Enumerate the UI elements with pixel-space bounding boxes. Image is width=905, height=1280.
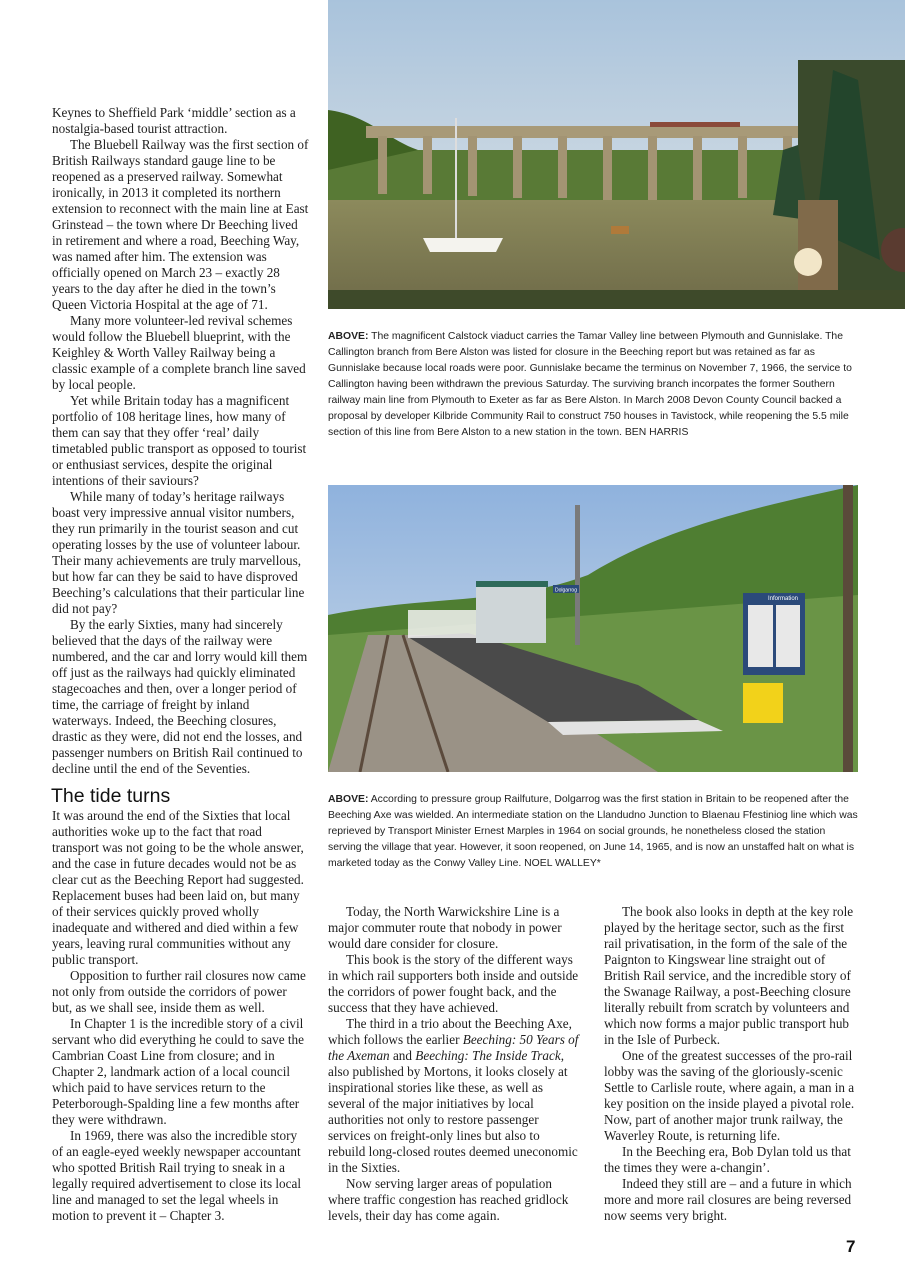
body-paragraph: Indeed they still are – and a future in which more and more rail closures are being reversed now seems very bright. — [604, 1176, 852, 1223]
body-paragraph: In Chapter 1 is the incredible story of a civil servant who did everything he could to save the Cambrian Coast Line from closure; and in Chapter 2, landmark action of a local council which paid to have services return to the Peterborough-Spalding line a few months after they were withdrawn. — [52, 1016, 304, 1127]
body-paragraph — [328, 1016, 580, 1176]
left-column — [52, 105, 310, 777]
calstock-viaduct-photo — [328, 0, 905, 309]
info-board-sign: Information — [768, 596, 799, 602]
body-paragraph: While many of today’s heritage railways boast very impressive annual visitor numbers, they run primarily in the tourist season and cut operating losses by the use of volunteer labour. Their many achievements are truly marvellous, but how far can they be said to have disproved Beeching’s calculations that their particular line did not pay? — [52, 489, 305, 616]
dolgarrog-station-photo — [328, 485, 858, 772]
caption-label: ABOVE: — [328, 794, 369, 805]
text-run: and — [389, 1048, 416, 1063]
caption-text: According to pressure group Railfuture, Dolgarrog was the first station in Britain to be reopened after the Beeching Axe was wielded. An intermediate station on the Llandudno Junction to Blaenau Ffestiniog line which was reprieved by Transport Minister Ernest Marples in 1964 on social grounds, he nonetheless closed the station serving the village that year. However, it soon reopened, on June 14, 1965, and is now an unstaffed halt on what is marketed today as the Conwy Valley Line. NOEL WALLEY* — [328, 794, 858, 869]
body-paragraph: It was around the end of the Sixties that local authorities woke up to the fact that road transport was not going to be the whole answer, and the case in future decades would not be as clear cut as the Beeching Report had suggested. Replacement buses had been laid on, but many of their services quickly proved wholly inadequate and withered and died within a few years, leaving rural communities without any public transport. — [52, 808, 304, 967]
body-paragraph: In 1969, there was also the incredible story of an eagle-eyed weekly newspaper accountant who spotted British Rail trying to sneak in a legally required advertisement to close its local line and managed to set the legal wheels in motion to prevent it – Chapter 3. — [52, 1128, 302, 1223]
body-paragraph: Now serving larger areas of population where traffic congestion has reached gridlock levels, their day has come again. — [328, 1176, 569, 1223]
text-run: The third in a trio about the Beeching Axe, which follows the earlier — [328, 1016, 572, 1047]
body-paragraph: One of the greatest successes of the pro-rail lobby was the saving of the gloriously-scenic Settle to Carlisle route, where again, a man in a key position on the inside played a pivotal role. Now, part of another major trunk railway, the Waverley Route, is returning life. — [604, 1048, 855, 1143]
middle-column — [328, 904, 580, 1224]
body-paragraph: The book also looks in depth at the key role played by the heritage sector, such as the first rail privatisation, in the form of the sale of the Paignton to Kingswear line straight out of British Rail service, and the incredible story of the Swanage Railway, a post-Beeching closure literally rebuilt from scratch by volunteers and which now forms a major public transport hub in the Isle of Purbeck. — [604, 904, 854, 1047]
body-paragraph: Today, the North Warwickshire Line is a major commuter route that nobody in power would dare consider for closure. — [328, 904, 562, 951]
top-photo-caption — [328, 329, 858, 441]
body-paragraph: Keynes to Sheffield Park ‘middle’ section as a nostalgia-based tourist attraction. — [52, 105, 296, 136]
body-paragraph: This book is the story of the different ways in which rail supporters both inside and outside the corridors of power fought back, and the success that they have achieved. — [328, 952, 579, 1015]
body-paragraph: Opposition to further rail closures now came not only from outside the corridors of power but, as we shall see, inside them as well. — [52, 968, 306, 1015]
bottom-photo-caption — [328, 792, 860, 872]
left-column-continued — [52, 808, 310, 1224]
book-title: Beeching: The Inside Track — [415, 1048, 561, 1063]
station-name-sign: Dolgarrog — [555, 587, 577, 594]
caption-text: The magnificent Calstock viaduct carries the Tamar Valley line between Plymouth and Gunnislake. The Callington branch from Bere Alston was listed for closure in the Beeching report but was retained as far as Gunnislake because local roads were poor. Gunnislake became the terminus on November 7, 1966, the service to Callington having been withdrawn the previous Saturday. The surviving branch incorpates the former Southern railway main line from Plymouth to Exeter as far as Bere Alston. In March 2008 Devon County Council backed a proposal by developer Kilbride Community Rail to construct 750 houses in Tavistock, while reopening the 5.5 mile section of this line from Bere Alston to a new station in the town. BEN HARRIS — [328, 331, 852, 438]
body-paragraph: The Bluebell Railway was the first section of British Railways standard gauge line to be reopened as a preserved railway. Somewhat ironically, in 2013 it completed its northern extension to reconnect with the main line at East Grinstead – the town where Dr Beeching lived in retirement and where a road, Beeching Way, was named after him. The extension was officially opened on March 23 – exactly 28 years to the day after he died in the town’s Queen Victoria Hospital at the age of 71. — [52, 137, 309, 312]
body-paragraph: Yet while Britain today has a magnificent portfolio of 108 heritage lines, how many of them can say that they offer ‘real’ daily timetabled public transport as opposed to tourist or enthusiast services, despite the original intentions of their saviours? — [52, 393, 307, 488]
book-title: Beeching: 50 Years of the Axeman — [328, 1032, 579, 1063]
text-run: , also published by Mortons, it looks closely at inspirational stories like these, as well as several of the major initiatives by local authorities not only to restore passenger services on freight-only lines but also to rebuild long-closed routes deemed uneconomic in the Sixties. — [328, 1048, 578, 1175]
right-column — [604, 904, 859, 1224]
section-heading: The tide turns — [51, 785, 171, 807]
body-paragraph: By the early Sixties, many had sincerely believed that the days of the railway were numbered, and the car and lorry would kill them off just as the railways had quickly eliminated stagecoaches and then, over a longer period of time, the carriage of freight by inland waterways. Indeed, the Beeching closures, drastic as they were, did not end the losses, and passenger numbers on British Rail continued to decline until the end of the Seventies. — [52, 617, 308, 776]
caption-label: ABOVE: — [328, 331, 369, 342]
body-paragraph: Many more volunteer-led revival schemes would follow the Bluebell blueprint, with the Keighley & Worth Valley Railway being a classic example of a complete branch line saved by local people. — [52, 313, 306, 392]
body-paragraph: In the Beeching era, Bob Dylan told us that the times they were a-changin’. — [604, 1144, 851, 1175]
page-number: 7 — [846, 1237, 856, 1256]
